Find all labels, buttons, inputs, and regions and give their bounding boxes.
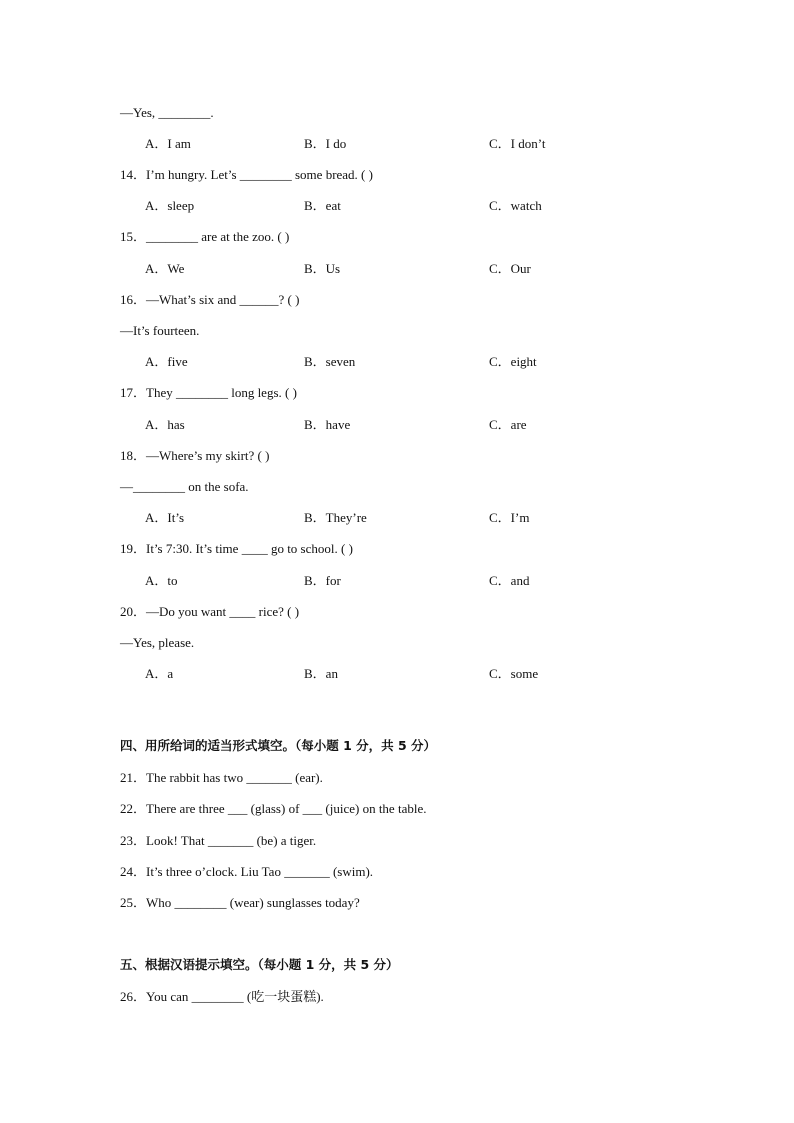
q26-question: 26．You can ________ (吃一块蛋糕). (120, 989, 324, 1004)
q16-option-c: C．eight (489, 354, 537, 369)
section-5-title: 五、根据汉语提示填空。（每小题 1 分，共 5 分） (120, 957, 399, 972)
q19-option-c: C．and (489, 573, 530, 588)
q19-option-b: B．for (304, 573, 341, 588)
q19-question: 19．It’s 7:30. It’s time ____ go to school. ( ) (120, 541, 353, 556)
q20-answer-line: —Yes, please. (120, 635, 195, 650)
q17-option-a: A．has (145, 417, 185, 432)
q18-question: 18．—Where’s my skirt? ( ) (120, 448, 270, 463)
q20-option-a: A．a (145, 666, 174, 681)
q16-answer-line: —It’s fourteen. (120, 323, 200, 338)
q14-option-a: A．sleep (145, 198, 195, 213)
q13-option-c: C．I don’t (489, 136, 546, 151)
q18-answer-line: —________ on the sofa. (120, 479, 249, 494)
q16-option-a: A．five (145, 354, 188, 369)
q14-option-c: C．watch (489, 198, 542, 213)
q17-option-b: B．have (304, 417, 351, 432)
q16-question: 16．—What’s six and ______? ( ) (120, 292, 300, 307)
q24-question: 24．It’s three o’clock. Liu Tao _______ (swim). (120, 864, 374, 879)
q15-option-b: B．Us (304, 261, 341, 276)
q25-question: 25．Who ________ (wear) sunglasses today? (120, 895, 360, 910)
q14-question: 14．I’m hungry. Let’s ________ some bread. ( ) (120, 167, 373, 182)
q20-option-b: B．an (304, 666, 338, 681)
q16-option-b: B．seven (304, 354, 356, 369)
q13-option-a: A．I am (145, 136, 191, 151)
q13-answer-line: —Yes, ________. (120, 105, 214, 120)
q15-option-a: A．We (145, 261, 185, 276)
q18-option-c: C．I’m (489, 510, 530, 525)
q14-option-b: B．eat (304, 198, 341, 213)
q22-question: 22．There are three ___ (glass) of ___ (juice) on the table. (120, 801, 427, 816)
q17-question: 17．They ________ long legs. ( ) (120, 385, 297, 400)
q18-option-b: B．They’re (304, 510, 367, 525)
q23-question: 23．Look! That _______ (be) a tiger. (120, 833, 317, 848)
section-4-title: 四、用所给词的适当形式填空。（每小题 1 分，共 5 分） (120, 738, 437, 753)
q20-question: 20．—Do you want ____ rice? ( ) (120, 604, 300, 619)
q19-option-a: A．to (145, 573, 178, 588)
q13-option-b: B．I do (304, 136, 347, 151)
q15-option-c: C．Our (489, 261, 531, 276)
q21-question: 21．The rabbit has two _______ (ear). (120, 770, 323, 785)
q17-option-c: C．are (489, 417, 527, 432)
q18-option-a: A．It’s (145, 510, 185, 525)
q20-option-c: C．some (489, 666, 539, 681)
q15-question: 15．________ are at the zoo. ( ) (120, 229, 290, 244)
